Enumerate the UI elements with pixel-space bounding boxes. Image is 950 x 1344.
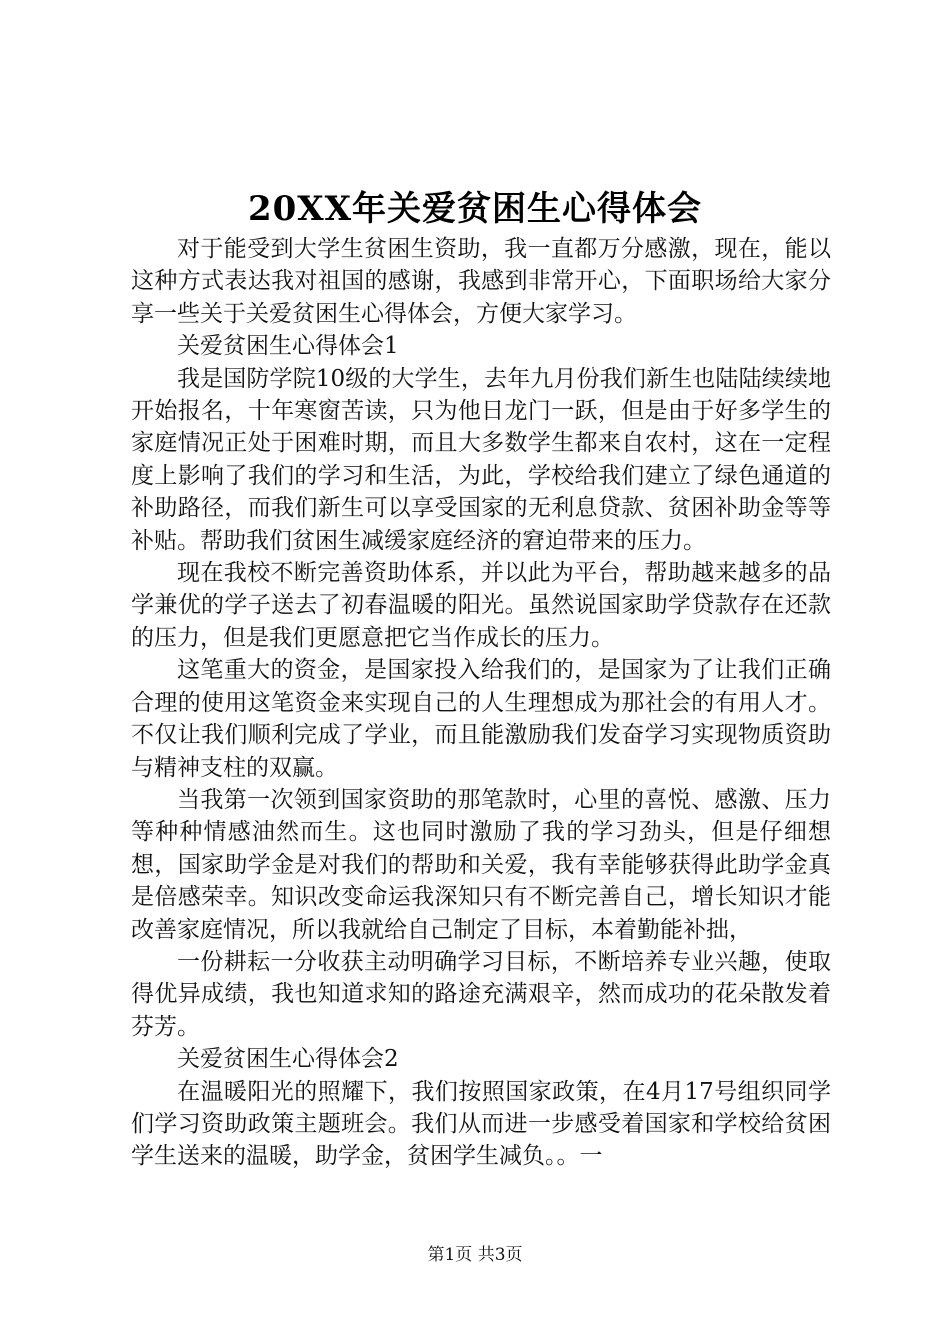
intro-paragraph: 对于能受到大学生贫困生资助，我一直都万分感激，现在，能以这种方式表达我对祖国的感谢，我感到非常开心，下面职场给大家分享一些关于关爱贫困生心得体会，方便大家学习。 [131, 236, 831, 327]
document-title: 20XX年关爱贫困生心得体会 [247, 189, 703, 229]
paragraph-1: 我是国防学院10级的大学生，去年九月份我们新生也陆陆续续地开始报名，十年寒窗苦读，只为他日龙门一跃，但是由于好多学生的家庭情况正处于困难时期，而且大多数学生都来自农村，这在一定程度上影响了我们的学习和生活，为此，学校给我们建立了绿色通道的补助路径，而我们新生可以享受国家的无利息贷款、贫困补助金等等补贴。帮助我们贫困生减缓家庭经济的窘迫带来的压力。 [131, 365, 831, 554]
document-body [131, 233, 831, 1173]
paragraph-4: 当我第一次领到国家资助的那笔款时，心里的喜悦、感激、压力等种种情感油然而生。这也同时激励了我的学习劲头，但是仔细想想，国家助学金是对我们的帮助和关爱，我有幸能够获得此助学金真是倍感荣幸。知识改变命运我深知只有不断完善自己，增长知识才能改善家庭情况，所以我就给自己制定了目标，本着勤能补拙， [131, 786, 831, 943]
paragraph-2: 现在我校不断完善资助体系，并以此为平台，帮助越来越多的品学兼优的学子送去了初春温暖的阳光。虽然说国家助学贷款存在还款的压力，但是我们更愿意把它当作成长的压力。 [131, 560, 831, 651]
paragraph-6: 在温暖阳光的照耀下，我们按照国家政策，在4月17号组织同学们学习资助政策主题班会。我们从而进一步感受着国家和学校给贫困学生送来的温暖，助学金，贫困学生减负。。一 [131, 1078, 831, 1170]
paragraph-3: 这笔重大的资金，是国家投入给我们的，是国家为了让我们正确合理的使用这笔资金来实现自己的人生理想成为那社会的有用人才。不仅让我们顺利完成了学业，而且能激励我们发奋学习实现物质资助与精神支柱的双赢。 [131, 657, 831, 781]
section-heading-2: 关爱贫困生心得体会2 [177, 1046, 399, 1073]
page-footer: 第1页 共3页 [427, 1245, 523, 1265]
section-heading-1: 关爱贫困生心得体会1 [177, 333, 399, 360]
paragraph-5: 一份耕耘一分收获主动明确学习目标，不断培养专业兴趣，使取得优异成绩，我也知道求知的路途充满艰辛，然而成功的花朵散发着芬芳。 [131, 948, 831, 1040]
